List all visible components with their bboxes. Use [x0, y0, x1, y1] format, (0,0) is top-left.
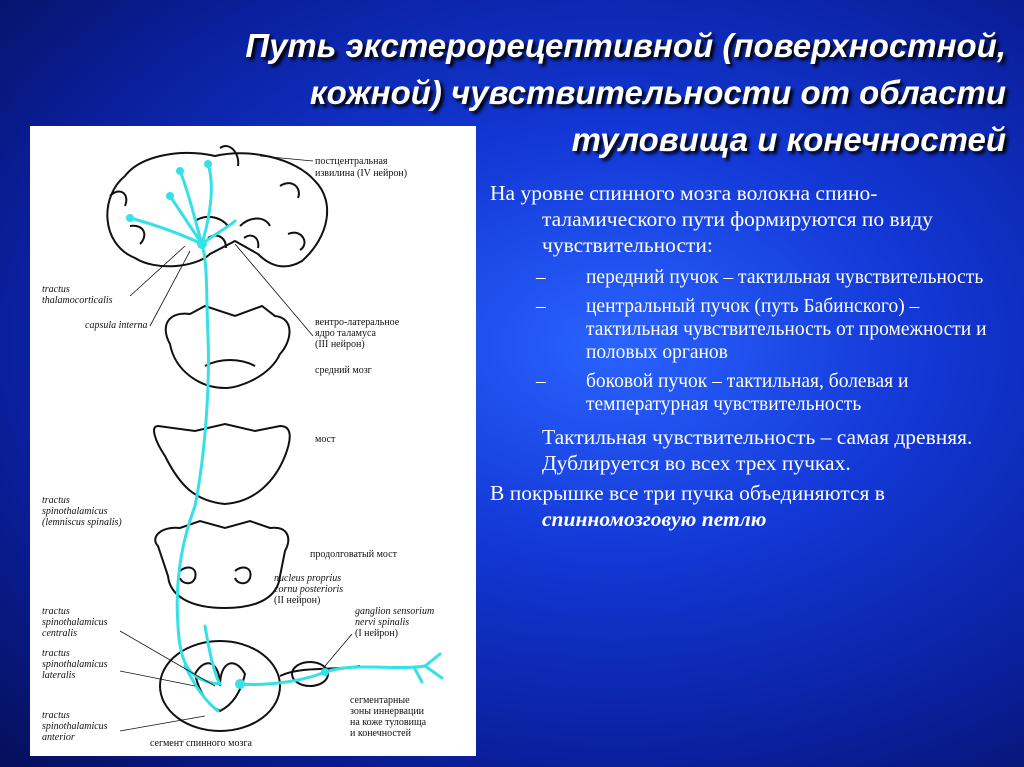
label-tsc-3: centralis — [42, 628, 77, 639]
bullet-item — [490, 266, 1010, 289]
label-postcentral: постцентральная — [315, 156, 388, 167]
bullet-list — [490, 266, 1010, 416]
bullet-text: боковой пучок – тактильная, болевая и температурная чувствительность — [586, 371, 909, 415]
label-zones-2: зоны иннервации — [350, 706, 425, 717]
label-gs-3: (I нейрон) — [355, 628, 398, 639]
label-zones-4: и конечностей — [350, 728, 411, 739]
label-ts-3: (lemniscus spinalis) — [42, 517, 122, 528]
label-np-1: nucleus proprius — [274, 573, 342, 584]
label-medulla: продолговатый мост — [310, 549, 397, 560]
pons-section — [154, 424, 290, 504]
bullet-text: центральный пучок (путь Бабинского) – тактильная чувствительность от промежности и половых органов — [586, 296, 987, 363]
tegmentum-pre: В покрышке все три пучка объединяются в — [490, 481, 885, 505]
label-tsa-1: tractus — [42, 710, 70, 721]
title-line-2: кожной) чувствительности от области — [309, 74, 1006, 111]
tegmentum-text — [490, 480, 1010, 532]
label-tsa-3: anterior — [42, 732, 75, 743]
title-line-1: Путь экстерорецептивной (поверхностной, — [245, 27, 1006, 64]
pathway-diagram — [30, 126, 476, 756]
label-tsc-2: spinothalamicus — [42, 617, 108, 628]
label-ts-1: tractus — [42, 495, 70, 506]
label-tract-tc-1: tractus — [42, 284, 70, 295]
intro-text: На уровне спинного мозга волокна спино-таламического пути формируются по виду чувствительности: — [490, 181, 933, 257]
bullet-item — [490, 370, 1010, 416]
label-ventro-1: вентро-латеральное — [315, 317, 400, 328]
diagram-svg — [30, 126, 476, 756]
label-tract-tc-2: thalamocorticalis — [42, 295, 113, 306]
medulla-section — [155, 521, 288, 608]
slide-text — [490, 180, 1010, 532]
label-segment: сегмент спинного мозга — [150, 738, 252, 749]
spinal-segment — [160, 641, 360, 731]
label-tsl-3: lateralis — [42, 670, 76, 681]
label-postcentral-2: извилина (IV нейрон) — [315, 168, 408, 179]
bullet-text: передний пучок – тактильная чувствительность — [586, 267, 984, 288]
bullet-item — [490, 295, 1010, 364]
label-pons: мост — [315, 434, 336, 445]
label-np-2: cornu posterioris — [274, 584, 344, 595]
label-ts-2: spinothalamicus — [42, 506, 108, 517]
label-ventro-2: ядро таламуса — [315, 328, 376, 339]
dash-marker: – — [536, 371, 546, 392]
label-ventro-3: (III нейрон) — [315, 339, 365, 350]
label-tsl-2: spinothalamicus — [42, 659, 108, 670]
tactile-text: Тактильная чувствительность – самая древняя. Дублируется во всех трех пучках. — [542, 425, 973, 475]
dash-marker: – — [536, 296, 546, 317]
label-zones-1: сегментарные — [350, 695, 410, 706]
label-gs-2: nervi spinalis — [355, 617, 410, 628]
label-zones-3: на коже туловища — [350, 717, 427, 728]
diagram-labels — [42, 156, 434, 749]
label-tsa-2: spinothalamicus — [42, 721, 108, 732]
brain-section — [107, 146, 327, 266]
label-np-3: (II нейрон) — [274, 595, 321, 606]
title-line-3: туловища и конечностей — [571, 121, 1006, 158]
tegmentum-emphasis: спинномозговую петлю — [542, 507, 767, 531]
label-tsc-1: tractus — [42, 606, 70, 617]
label-gs-1: ganglion sensorium — [355, 606, 435, 617]
label-capsula: capsula interna — [85, 320, 148, 331]
dash-marker: – — [536, 267, 546, 288]
midbrain-section — [166, 306, 290, 388]
label-tsl-1: tractus — [42, 648, 70, 659]
label-midbrain: средний мозг — [315, 365, 372, 376]
